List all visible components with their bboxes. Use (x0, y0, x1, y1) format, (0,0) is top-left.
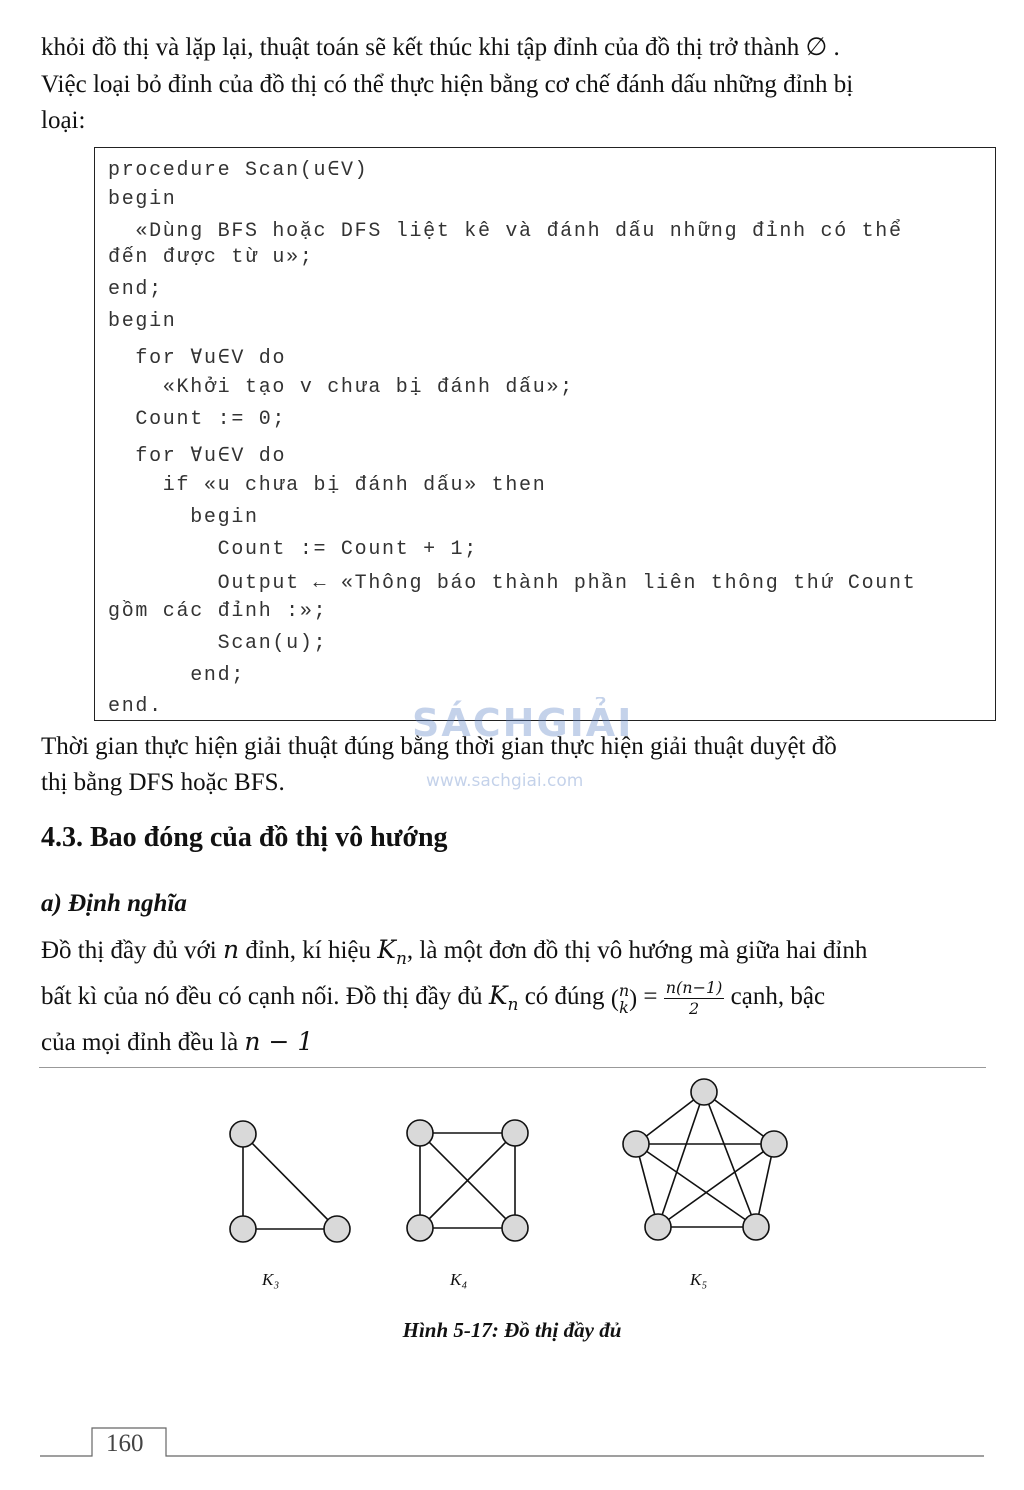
code-line: for ∀u∈V do (108, 445, 287, 468)
watermark-url: www.sachgiai.com (426, 771, 584, 791)
k5-node (623, 1131, 649, 1157)
page-number: 160 (106, 1430, 144, 1457)
footer-rule (40, 1426, 986, 1460)
k5-node (691, 1079, 717, 1105)
k5-node (743, 1214, 769, 1240)
code-line: đến được từ u»; (108, 246, 314, 269)
code-block (94, 147, 996, 721)
watermark-logo: SÁCHGIẢI (412, 701, 634, 745)
intro-line-3: loại: (41, 107, 86, 134)
k4-node (502, 1215, 528, 1241)
definition-line-1: Đồ thị đầy đủ với n đỉnh, kí hiệu $K_n$, là một đơn đồ thị vô hướng mà giữa hai đỉnh (41, 935, 868, 969)
divider (39, 1067, 986, 1068)
code-line: begin (108, 506, 259, 529)
code-line: procedure Scan(u∈V) (108, 159, 369, 182)
label-k3: K₃ (262, 1270, 280, 1289)
k4-node (502, 1120, 528, 1146)
code-line: Count := Count + 1; (108, 538, 478, 561)
figure-caption: Hình 5-17: Đồ thị đầy đủ (402, 1318, 622, 1342)
code-line: gồm các đỉnh :»; (108, 600, 328, 623)
section-heading: 4.3. Bao đóng của đồ thị vô hướng (41, 822, 448, 853)
graph-nodes (230, 1079, 787, 1242)
label-k4: K₄ (450, 1270, 468, 1289)
code-line: «Khởi tạo v chưa bị đánh dấu»; (108, 376, 574, 399)
code-line: for ∀u∈V do (108, 347, 287, 370)
label-k5: K₅ (690, 1270, 708, 1289)
code-line: «Dùng BFS hoặc DFS liệt kê và đánh dấu những đỉnh có thể (108, 220, 903, 243)
code-line: Output ← «Thông báo thành phần liên thông thứ Count (108, 572, 917, 595)
intro-line-2: Việc loại bỏ đỉnh của đồ thị có thể thực hiện bằng cơ chế đánh dấu những đỉnh bị (41, 71, 854, 98)
definition-line-2: bất kì của nó đều có cạnh nối. Đồ thị đầy đủ $K_n$ có đúng ( n k ) = $\frac{n(n-1)}{2}$ cạnh, bậc (41, 978, 826, 1018)
k5-node (645, 1214, 671, 1240)
code-line: begin (108, 188, 177, 211)
k4-node (407, 1120, 433, 1146)
code-line: Scan(u); (108, 632, 328, 655)
code-line: end; (108, 664, 246, 687)
code-line: begin (108, 310, 177, 333)
complete-graphs-figure (200, 1075, 820, 1275)
after-code-line-2: thị bằng DFS hoặc BFS. (41, 769, 285, 796)
after-code-line-1: Thời gian thực hiện giải thuật đúng bằng thời gian thực hiện giải thuật duyệt đồ (41, 733, 837, 760)
code-line: Count := 0; (108, 408, 287, 431)
k4-node (407, 1215, 433, 1241)
k5-node (761, 1131, 787, 1157)
k3-edges (243, 1134, 337, 1229)
subheading: a) Định nghĩa (41, 890, 187, 917)
k3-node (230, 1216, 256, 1242)
definition-line-3: của mọi đỉnh đều là n − 1 (41, 1027, 314, 1056)
k3-node (230, 1121, 256, 1147)
k4-edges (420, 1133, 515, 1228)
code-line: end; (108, 278, 163, 301)
k3-node (324, 1216, 350, 1242)
intro-line-1: khỏi đồ thị và lặp lại, thuật toán sẽ kết thúc khi tập đỉnh của đồ thị trở thành ∅ . (41, 34, 840, 61)
code-line: end. (108, 695, 163, 718)
code-line: if «u chưa bị đánh dấu» then (108, 474, 547, 497)
k5-edges (636, 1092, 774, 1227)
